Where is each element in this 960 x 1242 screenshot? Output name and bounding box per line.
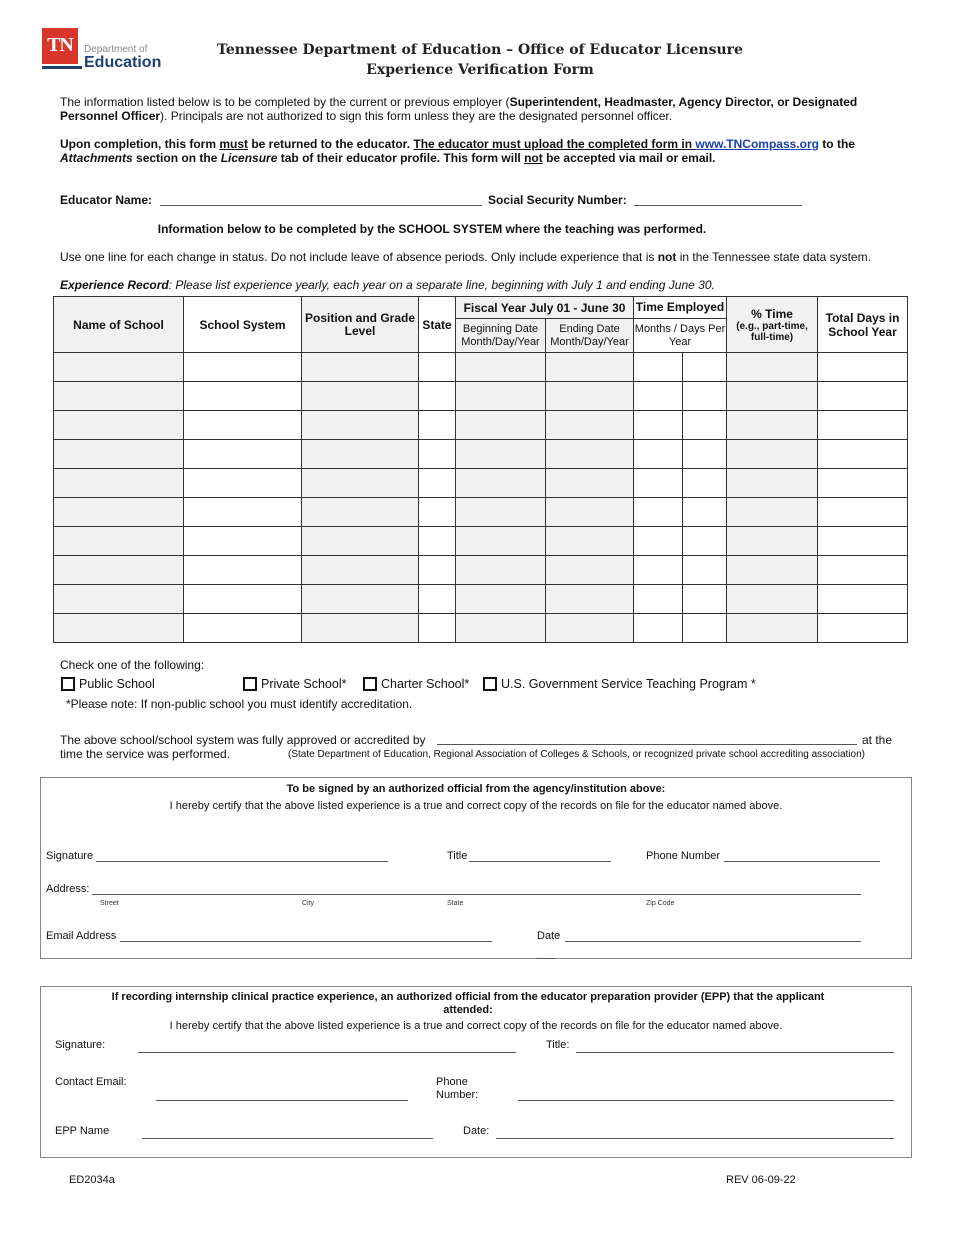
not-emphasis: not	[657, 250, 677, 264]
checkbox[interactable]	[363, 677, 377, 691]
experience-record-note	[60, 278, 715, 292]
epp-signature-field[interactable]	[138, 1052, 516, 1053]
cell-name-of-school[interactable]	[54, 382, 184, 411]
cell-beginning-date[interactable]	[456, 556, 546, 585]
cell-months[interactable]	[634, 469, 683, 498]
form-title-line2: Experience Verification Form	[366, 62, 594, 78]
intro-text: tab of their educator profile. This form will	[277, 151, 525, 165]
cell-name-of-school[interactable]	[54, 585, 184, 614]
cell-pct-time[interactable]	[727, 382, 818, 411]
pct-time-label: % Time	[751, 306, 793, 321]
ssn-label: Social Security Number:	[488, 193, 627, 207]
title-field[interactable]	[469, 861, 611, 862]
epp-phone-field[interactable]	[518, 1100, 894, 1101]
cell-days[interactable]	[683, 382, 727, 411]
intro-text: Upon completion, this form	[60, 137, 220, 151]
option-label: Private School*	[261, 677, 347, 691]
cell-state[interactable]	[419, 382, 456, 411]
cell-position[interactable]	[302, 440, 419, 469]
cell-position[interactable]	[302, 614, 419, 643]
cell-ending-date[interactable]	[546, 585, 634, 614]
option-private-school[interactable]	[243, 677, 346, 691]
school-system-note: Information below to be completed by the SCHOOL SYSTEM where the teaching was performed.	[157, 222, 707, 236]
email-field[interactable]	[120, 941, 492, 942]
cell-position[interactable]	[302, 469, 419, 498]
cell-school-system[interactable]	[184, 353, 302, 382]
cell-days[interactable]	[683, 353, 727, 382]
date-label: Date	[537, 930, 561, 942]
cell-pct-time[interactable]	[727, 440, 818, 469]
cell-total-days[interactable]	[818, 556, 908, 585]
epp-phone-label-1: Phone	[436, 1076, 468, 1088]
cell-state[interactable]	[419, 440, 456, 469]
phone-field[interactable]	[724, 861, 880, 862]
cell-name-of-school[interactable]	[54, 353, 184, 382]
cell-name-of-school[interactable]	[54, 469, 184, 498]
header-months-days: Months / Days Per Year	[634, 319, 727, 353]
accreditation-text: The above school/school system was fully approved or accredited by	[60, 733, 426, 747]
attachments-emphasis: Attachments	[60, 151, 133, 165]
cell-months[interactable]	[634, 614, 683, 643]
cell-pct-time[interactable]	[727, 527, 818, 556]
cell-position[interactable]	[302, 411, 419, 440]
epp-signature-label: Signature:	[55, 1039, 106, 1051]
cell-state[interactable]	[419, 353, 456, 382]
cell-school-system[interactable]	[184, 382, 302, 411]
epp-title-label: Title:	[546, 1039, 570, 1051]
cell-state[interactable]	[419, 469, 456, 498]
intro-paragraph-2	[60, 137, 910, 165]
epp-phone-label-2: Number:	[436, 1089, 479, 1101]
table-row	[54, 585, 908, 614]
cell-total-days[interactable]	[818, 614, 908, 643]
checkbox[interactable]	[243, 677, 257, 691]
cell-beginning-date[interactable]	[456, 527, 546, 556]
logo-dept-text: Department of	[84, 44, 148, 55]
cell-ending-date[interactable]	[546, 527, 634, 556]
cell-total-days[interactable]	[818, 440, 908, 469]
option-label: U.S. Government Service Teaching Program *	[501, 677, 756, 691]
cell-school-system[interactable]	[184, 411, 302, 440]
cell-name-of-school[interactable]	[54, 411, 184, 440]
signature-field[interactable]	[96, 861, 388, 862]
header-position: Position and Grade Level	[302, 297, 419, 353]
cell-months[interactable]	[634, 585, 683, 614]
accreditation-hint: (State Department of Education, Regional Association of Colleges & Schools, or recognized private school accrediting association)	[288, 749, 865, 760]
table-row	[54, 411, 908, 440]
epp-date-field[interactable]	[496, 1138, 894, 1139]
cell-state[interactable]	[419, 556, 456, 585]
status-note-text: Use one line for each change in status. Do not include leave of absence periods. Only include experience that is	[60, 250, 658, 264]
cell-pct-time[interactable]	[727, 498, 818, 527]
form-title-line1: Tennessee Department of Education – Office of Educator Licensure	[217, 42, 743, 58]
option-charter-school[interactable]	[363, 677, 469, 691]
checkbox[interactable]	[61, 677, 75, 691]
accreditation-time-text: time the service was performed.	[60, 747, 231, 761]
tncompass-link[interactable]: www.TNCompass.org	[695, 137, 819, 151]
table-row	[54, 614, 908, 643]
not-emphasis: not	[524, 151, 543, 165]
cell-days[interactable]	[683, 556, 727, 585]
cell-school-system[interactable]	[184, 614, 302, 643]
cell-school-system[interactable]	[184, 440, 302, 469]
official-certify: I hereby certify that the above listed experience is a true and correct copy of the records on file for the educator named above.	[169, 800, 783, 812]
cell-name-of-school[interactable]	[54, 614, 184, 643]
cell-days[interactable]	[683, 527, 727, 556]
cell-pct-time[interactable]	[727, 353, 818, 382]
table-row	[54, 469, 908, 498]
epp-email-label: Contact Email:	[55, 1076, 127, 1088]
cell-total-days[interactable]	[818, 469, 908, 498]
email-label: Email Address	[46, 930, 117, 942]
address-street-caption: Street	[100, 900, 119, 907]
cell-days[interactable]	[683, 614, 727, 643]
table-row	[54, 527, 908, 556]
intro-text: be returned to the educator.	[248, 137, 414, 151]
intro-text: ). Principals are not authorized to sign this form unless they are the designated personnel officer.	[160, 109, 673, 123]
cell-months[interactable]	[634, 353, 683, 382]
educator-name-label: Educator Name:	[60, 193, 153, 207]
accreditation-at-the: at the	[862, 733, 893, 747]
table-row	[54, 440, 908, 469]
header-ending-date: Ending Date Month/Day/Year	[546, 319, 634, 353]
table-row	[54, 556, 908, 585]
cell-state[interactable]	[419, 614, 456, 643]
logo-education-text: Education	[84, 54, 162, 71]
cell-beginning-date[interactable]	[456, 382, 546, 411]
cell-total-days[interactable]	[818, 382, 908, 411]
cell-months[interactable]	[634, 440, 683, 469]
option-public-school[interactable]	[61, 677, 155, 691]
cell-position[interactable]	[302, 382, 419, 411]
cell-school-system[interactable]	[184, 469, 302, 498]
cell-pct-time[interactable]	[727, 469, 818, 498]
cell-pct-time[interactable]	[727, 585, 818, 614]
header-state: State	[419, 297, 456, 353]
cell-position[interactable]	[302, 353, 419, 382]
cell-months[interactable]	[634, 382, 683, 411]
cell-days[interactable]	[683, 585, 727, 614]
upload-instruction: The educator must upload the completed form in	[413, 137, 696, 151]
form-id: ED2034a	[69, 1174, 115, 1186]
cell-beginning-date[interactable]	[456, 585, 546, 614]
header-pct-time	[727, 297, 818, 353]
cell-school-system[interactable]	[184, 556, 302, 585]
cell-beginning-date[interactable]	[456, 411, 546, 440]
cell-name-of-school[interactable]	[54, 527, 184, 556]
cell-days[interactable]	[683, 498, 727, 527]
cell-days[interactable]	[683, 440, 727, 469]
cell-position[interactable]	[302, 556, 419, 585]
must-emphasis: must	[219, 137, 248, 151]
cell-beginning-date[interactable]	[456, 614, 546, 643]
cell-months[interactable]	[634, 498, 683, 527]
cell-school-system[interactable]	[184, 527, 302, 556]
cell-pct-time[interactable]	[727, 614, 818, 643]
epp-email-field[interactable]	[156, 1100, 408, 1101]
cell-pct-time[interactable]	[727, 556, 818, 585]
cell-ending-date[interactable]	[546, 411, 634, 440]
cell-ending-date[interactable]	[546, 440, 634, 469]
header-total-days: Total Days in School Year	[818, 297, 908, 353]
intro-text: be accepted via mail or email.	[542, 151, 716, 165]
cell-months[interactable]	[634, 556, 683, 585]
option-government-service[interactable]	[483, 677, 756, 691]
address-label: Address:	[46, 883, 90, 895]
cell-days[interactable]	[683, 469, 727, 498]
epp-heading: If recording internship clinical practice experience, an authorized official from the educator preparation provider (EPP) that the applicant attended:	[111, 991, 825, 1016]
educator-name-field[interactable]	[160, 205, 482, 206]
cell-name-of-school[interactable]	[54, 498, 184, 527]
revision: REV 06-09-22	[726, 1174, 796, 1186]
accrediting-body-field[interactable]	[437, 744, 857, 745]
school-type-prompt: Check one of the following:	[60, 658, 205, 672]
experience-record-text: : Please list experience yearly, each year on a separate line, beginning with July 1 and ending June 30.	[168, 278, 715, 292]
intro-text: section on the	[132, 151, 221, 165]
epp-certify: I hereby certify that the above listed experience is a true and correct copy of the records on file for the educator named above.	[169, 1020, 783, 1032]
table-row	[54, 498, 908, 527]
intro-paragraph-1	[60, 95, 900, 123]
epp-title-field[interactable]	[576, 1052, 894, 1053]
cell-ending-date[interactable]	[546, 498, 634, 527]
experience-record-label: Experience Record	[60, 278, 169, 292]
cell-ending-date[interactable]	[546, 556, 634, 585]
address-state-caption: State	[447, 900, 464, 907]
table-row	[54, 382, 908, 411]
address-field[interactable]	[92, 894, 861, 895]
cell-state[interactable]	[419, 498, 456, 527]
experience-table	[53, 296, 908, 643]
cell-total-days[interactable]	[818, 353, 908, 382]
option-label: Public School	[79, 677, 155, 691]
header-name-of-school: Name of School	[54, 297, 184, 353]
header-fiscal-year: Fiscal Year July 01 - June 30	[456, 297, 634, 319]
title-label: Title	[447, 850, 468, 862]
address-zip-caption: Zip Code	[646, 900, 675, 907]
cell-months[interactable]	[634, 411, 683, 440]
phone-label: Phone Number	[646, 850, 720, 862]
cell-position[interactable]	[302, 585, 419, 614]
cell-state[interactable]	[419, 585, 456, 614]
epp-name-label: EPP Name	[55, 1125, 110, 1137]
cell-name-of-school[interactable]	[54, 556, 184, 585]
cell-ending-date[interactable]	[546, 469, 634, 498]
cell-position[interactable]	[302, 498, 419, 527]
authorized-roles: Superintendent, Headmaster, Agency Director, or Designated Personnel Officer	[60, 95, 858, 123]
cell-beginning-date[interactable]	[456, 440, 546, 469]
header-time-employed: Time Employed	[634, 297, 727, 319]
cell-state[interactable]	[419, 527, 456, 556]
cell-school-system[interactable]	[184, 498, 302, 527]
cell-beginning-date[interactable]	[456, 469, 546, 498]
header-school-system: School System	[184, 297, 302, 353]
official-heading: To be signed by an authorized official from the agency/institution above:	[286, 783, 666, 795]
cell-ending-date[interactable]	[546, 614, 634, 643]
cell-position[interactable]	[302, 527, 419, 556]
cell-months[interactable]	[634, 527, 683, 556]
address-city-caption: City	[302, 900, 315, 907]
tn-logo-mark: TN	[42, 28, 78, 64]
option-label: Charter School*	[381, 677, 470, 691]
epp-date-label: Date:	[463, 1125, 490, 1137]
cell-total-days[interactable]	[818, 411, 908, 440]
cell-total-days[interactable]	[818, 498, 908, 527]
ssn-field[interactable]	[634, 205, 802, 206]
cell-state[interactable]	[419, 411, 456, 440]
checkbox[interactable]	[483, 677, 497, 691]
cell-pct-time[interactable]	[727, 411, 818, 440]
cell-days[interactable]	[683, 411, 727, 440]
status-note	[60, 250, 920, 264]
cell-ending-date[interactable]	[546, 382, 634, 411]
epp-name-field[interactable]	[142, 1138, 433, 1139]
cell-name-of-school[interactable]	[54, 440, 184, 469]
cell-total-days[interactable]	[818, 585, 908, 614]
status-note-text: in the Tennessee state data system.	[676, 250, 871, 264]
intro-text: to the	[818, 137, 855, 151]
date-field[interactable]	[565, 941, 861, 942]
cell-beginning-date[interactable]	[456, 498, 546, 527]
accreditation-note: *Please note: If non-public school you must identify accreditation.	[66, 697, 413, 711]
licensure-emphasis: Licensure	[220, 151, 278, 165]
header-beginning-date: Beginning Date Month/Day/Year	[456, 319, 546, 353]
cell-beginning-date[interactable]	[456, 353, 546, 382]
stray-underline	[537, 958, 555, 959]
pct-time-sub: (e.g., part-time, full-time)	[736, 320, 808, 343]
cell-total-days[interactable]	[818, 527, 908, 556]
cell-school-system[interactable]	[184, 585, 302, 614]
intro-text: The information listed below is to be completed by the current or previous employer (	[60, 95, 510, 109]
cell-ending-date[interactable]	[546, 353, 634, 382]
signature-label: Signature	[46, 850, 94, 862]
table-row	[54, 353, 908, 382]
